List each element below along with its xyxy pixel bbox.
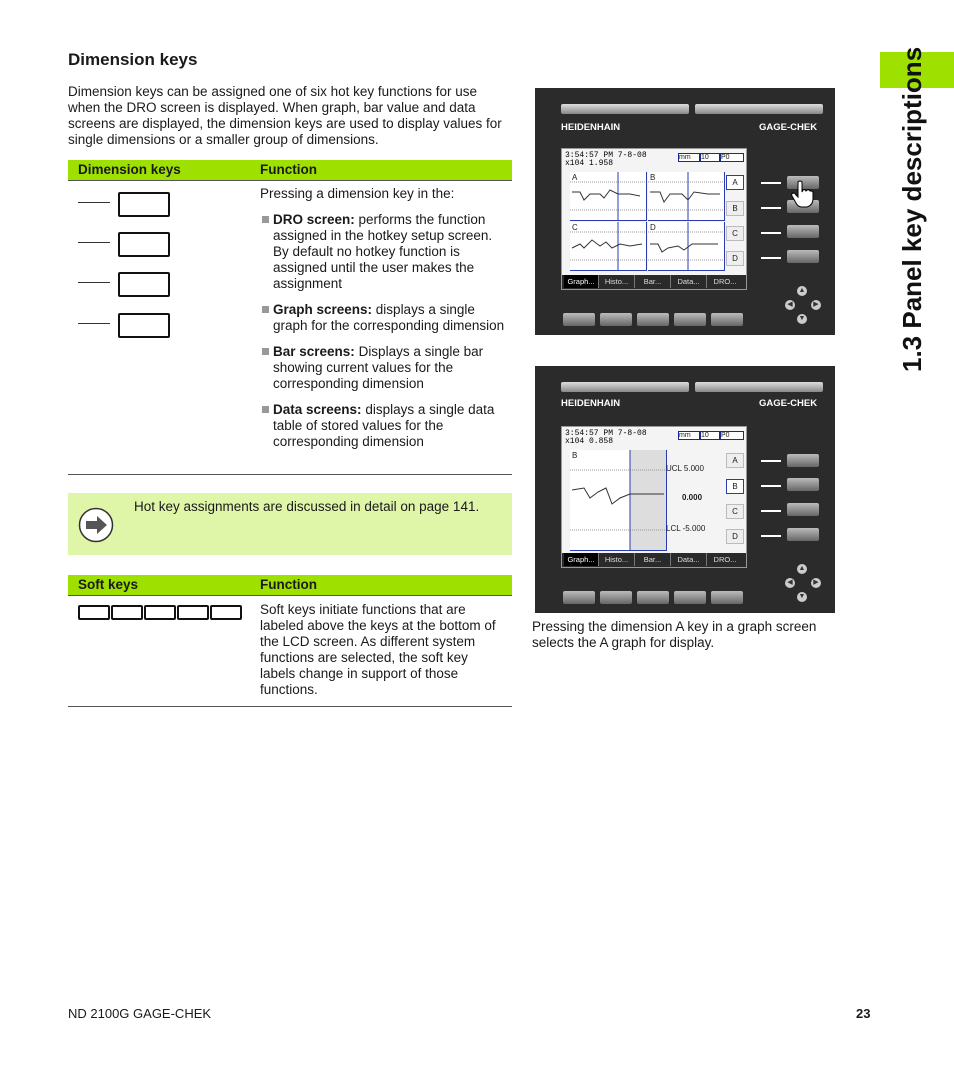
brand-gage-chek: GAGE-CHEK — [759, 398, 818, 409]
arrow-up-icon: ▲ — [798, 565, 806, 572]
list-item: Data screens: displays a single data table of stored values for the corresponding dimension — [260, 402, 506, 450]
screen-dim-key-a: A — [726, 175, 744, 190]
lcl-label: LCL -5.000 — [666, 524, 706, 533]
list-item: Graph screens: displays a single graph for the corresponding dimension — [260, 302, 506, 334]
softkey-label-bar — [562, 275, 746, 289]
dimension-key-icon — [118, 232, 170, 257]
status-value: x104 0.858 — [565, 437, 614, 446]
header-rule — [68, 595, 512, 596]
tab-bar: Bar... — [635, 553, 671, 566]
dimension-key-button — [787, 225, 819, 238]
soft-key-button — [711, 313, 743, 326]
dimension-key-icon — [118, 272, 170, 297]
device-image-graph-screens — [535, 88, 835, 335]
part-indicator: P0 — [720, 431, 744, 440]
graph-b: B — [648, 172, 725, 221]
graph-c: C — [570, 222, 647, 271]
status-value: x104 1.958 — [565, 159, 614, 168]
top-button — [561, 104, 689, 114]
dimension-key-icon — [118, 192, 170, 217]
table-bottom-rule — [68, 474, 512, 475]
dimension-key-button — [787, 478, 819, 491]
arrow-right-icon: ▶ — [811, 300, 821, 310]
soft-key-button — [563, 591, 595, 604]
dimension-key-button — [787, 454, 819, 467]
softkey-label-bar — [562, 553, 746, 567]
soft-key-icon — [177, 605, 209, 620]
footer-title: ND 2100G GAGE-CHEK — [68, 1006, 212, 1021]
soft-key-icon — [111, 605, 143, 620]
soft-key-button — [674, 313, 706, 326]
note-box — [68, 493, 512, 555]
brand-heidenhain: HEIDENHAIN — [561, 122, 621, 133]
tab-data: Data... — [671, 553, 707, 566]
col-header-function: Function — [260, 577, 317, 592]
arrow-down-icon: ▼ — [798, 593, 806, 600]
single-graph-b: B — [570, 450, 667, 551]
ucl-label: UCL 5.000 — [666, 464, 704, 473]
brand-gage-chek: GAGE-CHEK — [759, 122, 818, 133]
list-item: Bar screens: Displays a single bar showing current values for the corresponding dimension — [260, 344, 506, 392]
section-heading: Dimension keys — [68, 50, 198, 69]
lcd-screen — [561, 426, 747, 568]
hotkey-line — [761, 485, 781, 487]
soft-key-button — [563, 313, 595, 326]
tab-dro: DRO... — [713, 555, 737, 564]
arrow-down-icon: ▼ — [798, 315, 806, 322]
status-time: 3:54:57 PM 7-8-08 — [565, 429, 647, 438]
col-header-dimension-keys: Dimension keys — [78, 162, 181, 177]
soft-key-icon — [210, 605, 242, 620]
screen-dim-key-c: C — [726, 504, 744, 519]
status-time: 3:54:57 PM 7-8-08 — [565, 151, 647, 160]
dimension-key-button — [787, 503, 819, 516]
hotkey-line — [761, 232, 781, 234]
col-header-function: Function — [260, 162, 317, 177]
arrow-left-icon: ◀ — [785, 578, 795, 588]
screen-dim-key-c: C — [726, 226, 744, 241]
function-cell — [260, 186, 506, 450]
arrow-right-icon: ▶ — [811, 578, 821, 588]
soft-key-icon — [144, 605, 176, 620]
screen-dim-key-d: D — [726, 529, 744, 544]
soft-key-button — [600, 313, 632, 326]
soft-key-button — [637, 591, 669, 604]
hotkey-line — [761, 257, 781, 259]
header-rule — [68, 180, 512, 181]
hotkey-line — [761, 535, 781, 537]
center-value: 0.000 — [682, 493, 703, 502]
top-button — [561, 382, 689, 392]
lcd-screen — [561, 148, 747, 290]
unit-indicator: mm — [678, 431, 700, 440]
screen-dim-key-a: A — [726, 453, 744, 468]
tab-graph: Graph... — [564, 275, 599, 288]
col-header-soft-keys: Soft keys — [78, 577, 139, 592]
table-header — [68, 160, 512, 180]
tab-data: Data... — [671, 275, 707, 288]
tab-graph: Graph... — [564, 553, 599, 566]
soft-key-button — [637, 313, 669, 326]
hand-pointer-icon — [789, 180, 815, 213]
hotkey-line — [761, 182, 781, 184]
tab-dro: DRO... — [713, 277, 737, 286]
hotkey-line — [761, 510, 781, 512]
page-number: 23 — [856, 1006, 871, 1021]
soft-key-icon — [78, 605, 110, 620]
dimension-key-button — [787, 250, 819, 263]
soft-key-button — [711, 591, 743, 604]
screen-dim-key-d: D — [726, 251, 744, 266]
tab-histo: Histo... — [599, 275, 635, 288]
tab-bar: Bar... — [635, 275, 671, 288]
unit-indicator: mm — [678, 153, 700, 162]
softkeys-function-text: Soft keys initiate functions that are labeled above the keys at the bottom of the LCD screen. As different system functions are selected, the soft key labels change in support of those functions. — [260, 602, 496, 697]
figure-caption: Pressing the dimension A key in a graph screen selects the A graph for display. — [532, 619, 817, 650]
soft-key-button — [600, 591, 632, 604]
screen-dim-key-b: B — [726, 479, 744, 494]
hotkey-line — [761, 460, 781, 462]
ten-indicator: 10 — [700, 153, 720, 162]
softkeys-table-header — [68, 575, 512, 595]
ten-indicator: 10 — [700, 431, 720, 440]
screen-dim-key-b: B — [726, 201, 744, 216]
arrow-up-icon: ▲ — [798, 287, 806, 294]
device-image-single-graph — [535, 366, 835, 613]
arrow-left-icon: ◀ — [785, 300, 795, 310]
soft-key-button — [674, 591, 706, 604]
tab-histo: Histo... — [599, 553, 635, 566]
lead-text: Pressing a dimension key in the: — [260, 186, 455, 201]
top-button — [695, 104, 823, 114]
table-bottom-rule — [68, 706, 512, 707]
arrow-right-icon — [78, 507, 114, 548]
graph-d: D — [648, 222, 725, 271]
graph-a: A — [570, 172, 647, 221]
list-item: DRO screen: performs the function assigned in the hotkey setup screen. By default no hotkey function is assigned until the user makes the assignment — [260, 212, 506, 292]
note-text: Hot key assignments are discussed in detail on page 141. — [134, 499, 480, 514]
part-indicator: P0 — [720, 153, 744, 162]
hotkey-line — [761, 207, 781, 209]
brand-heidenhain: HEIDENHAIN — [561, 398, 621, 409]
intro-paragraph: Dimension keys can be assigned one of six hot key functions for use when the DRO screen is displayed. When graph, bar value and data screens are displayed, the dimension keys are used to display values for single dimensions or a smaller group of dimensions. — [68, 84, 502, 147]
chapter-title: 1.3 Panel key descriptions — [897, 46, 927, 372]
dimension-key-icon — [118, 313, 170, 338]
top-button — [695, 382, 823, 392]
dimension-key-button — [787, 528, 819, 541]
